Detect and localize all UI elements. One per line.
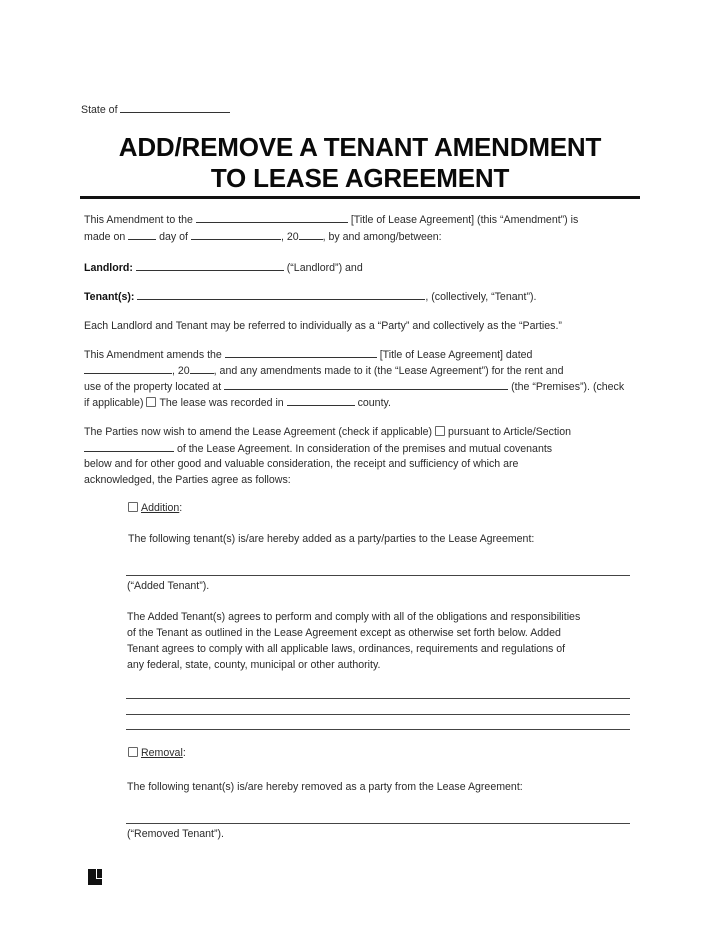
state-line	[81, 101, 230, 119]
document-title-line2: TO LEASE AGREEMENT	[210, 163, 510, 193]
addition-obligations-line-3: Tenant agrees to comply with all applicable laws, ordinances, requirements and regulations of	[127, 643, 566, 655]
party-definition: Each Landlord and Tenant may be referred to individually as a “Party” and collectively as the “Parties.”	[84, 320, 562, 332]
additional-terms-field-3[interactable]	[126, 729, 630, 730]
intro-line-2	[84, 228, 442, 246]
logo-notch-inner	[97, 869, 102, 878]
state-field[interactable]	[120, 101, 230, 113]
intro-line-1	[84, 211, 578, 229]
amends-line-4	[84, 394, 391, 412]
amends-text: , 20	[172, 365, 190, 377]
state-label: State of	[81, 104, 118, 116]
tenant-label: Tenant(s):	[84, 291, 135, 303]
amends-text: , and any amendments made to it (the “Lease Agreement”) for the rent and	[213, 365, 564, 377]
amends-text: county.	[357, 397, 391, 409]
document-title-line1: ADD/REMOVE A TENANT AMENDMENT	[118, 132, 602, 162]
landlord-suffix: (“Landlord”) and	[286, 262, 363, 274]
amends-text: use of the property located at	[84, 381, 222, 393]
intro-text: made on	[84, 231, 126, 243]
additional-terms-field-1[interactable]	[126, 698, 630, 699]
removal-checkbox[interactable]	[128, 747, 138, 757]
addition-statement: The following tenant(s) is/are hereby added as a party/parties to the Lease Agreement:	[128, 533, 535, 545]
removed-tenant-definition: (“Removed Tenant”).	[127, 828, 224, 840]
amends-text: (the “Premises”). (check	[511, 381, 625, 393]
removal-heading	[128, 745, 186, 762]
amends-text: This Amendment amends the	[84, 349, 222, 361]
tenant-line	[84, 288, 536, 306]
addition-checkbox[interactable]	[128, 502, 138, 512]
added-tenant-definition: (“Added Tenant”).	[127, 580, 210, 592]
added-tenant-field[interactable]	[126, 575, 630, 576]
article-section-checkbox[interactable]	[435, 426, 445, 436]
wish-line-3: below and for other good and valuable consideration, the receipt and sufficiency of which are	[84, 458, 519, 470]
wish-text: of the Lease Agreement. In consideration of the premises and mutual covenants	[176, 443, 553, 455]
removed-tenant-field[interactable]	[126, 823, 630, 824]
tenant-field[interactable]	[137, 288, 425, 300]
landlord-field[interactable]	[136, 259, 284, 271]
amends-text: [Title of Lease Agreement] dated	[379, 349, 533, 361]
removal-statement: The following tenant(s) is/are hereby removed as a party from the Lease Agreement:	[127, 781, 523, 793]
day-field[interactable]	[128, 228, 156, 240]
premises-address-field[interactable]	[224, 378, 508, 390]
month-field[interactable]	[191, 228, 281, 240]
amends-lease-title-field[interactable]	[225, 346, 377, 358]
lease-year-field[interactable]	[190, 362, 214, 374]
wish-text: pursuant to Article/Section	[447, 426, 572, 438]
wish-line-1	[84, 424, 571, 441]
addition-obligations-line-4: any federal, state, county, municipal or other authority.	[127, 659, 381, 671]
landlord-label: Landlord:	[84, 262, 133, 274]
intro-text: day of	[159, 231, 188, 243]
addition-heading	[128, 500, 182, 517]
year-field[interactable]	[299, 228, 323, 240]
addition-obligations-line-1: The Added Tenant(s) agrees to perform and comply with all of the obligations and responsibilities	[127, 611, 581, 623]
removal-heading-label: Removal	[141, 747, 183, 759]
recorded-checkbox[interactable]	[146, 397, 156, 407]
article-section-field[interactable]	[84, 440, 174, 452]
lease-date-field[interactable]	[84, 362, 172, 374]
colon: :	[182, 747, 186, 759]
intro-text: , 20	[280, 231, 299, 243]
intro-text: This Amendment to the	[84, 214, 193, 226]
lease-title-field[interactable]	[196, 211, 348, 223]
amends-text: The lease was recorded in	[159, 397, 284, 409]
wish-text: The Parties now wish to amend the Lease Agreement (check if applicable)	[84, 426, 433, 438]
intro-text: , by and among/between:	[322, 231, 442, 243]
addition-heading-label: Addition	[141, 502, 180, 514]
wish-line-4: acknowledged, the Parties agree as follows:	[84, 474, 291, 486]
title-rule	[80, 196, 640, 199]
colon: :	[179, 502, 183, 514]
amends-text: if applicable)	[84, 397, 144, 409]
tenant-suffix: , (collectively, “Tenant”).	[425, 291, 537, 303]
additional-terms-field-2[interactable]	[126, 714, 630, 715]
county-field[interactable]	[287, 394, 355, 406]
intro-text: [Title of Lease Agreement] (this “Amendment”) is	[350, 214, 579, 226]
landlord-line	[84, 259, 363, 277]
addition-obligations-line-2: of the Tenant as outlined in the Lease Agreement except as otherwise set forth below. Added	[127, 627, 561, 639]
